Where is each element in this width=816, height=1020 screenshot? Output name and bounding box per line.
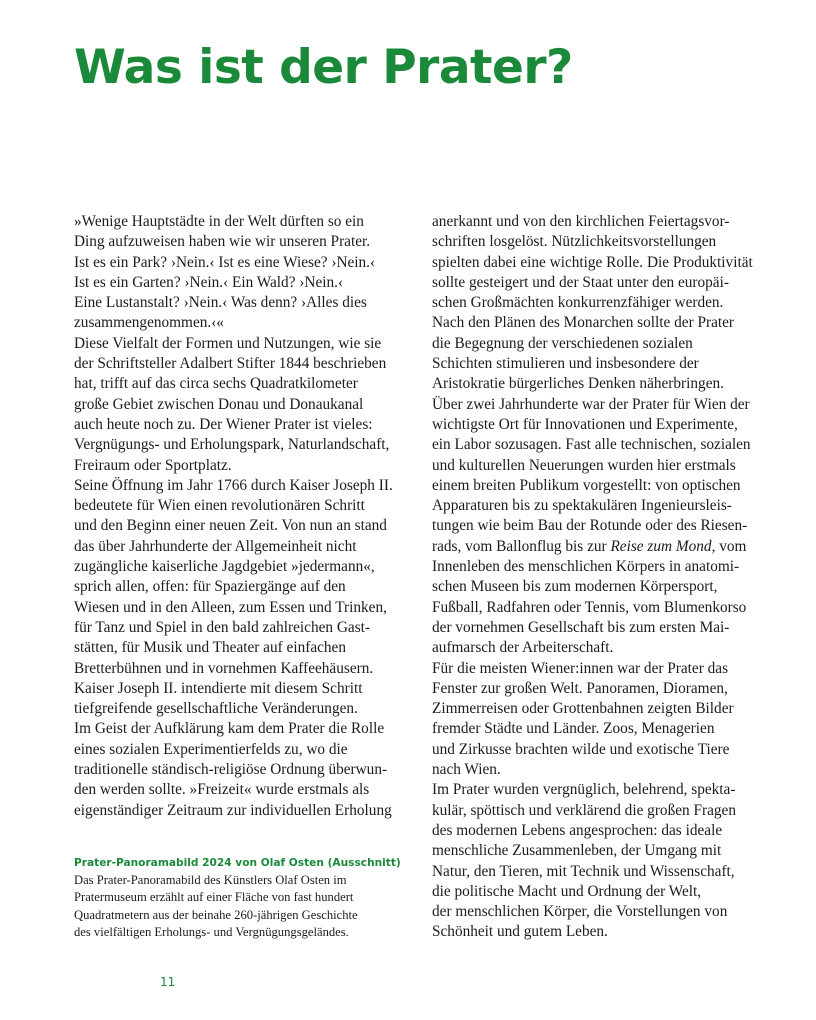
text-line: Freiraum oder Sportplatz. (74, 456, 232, 474)
text-line: stätten, für Musik und Theater auf einfachen (74, 639, 346, 657)
text-line: für Tanz und Spiel in den bald zahlreichen Gast- (74, 618, 370, 636)
caption-text-line: Das Prater-Panoramabild des Künstlers Olaf Osten im (74, 873, 347, 887)
text-line: Diese Vielfalt der Formen und Nutzungen, wie sie (74, 334, 382, 352)
text-line: spielten dabei eine wichtige Rolle. Die Produktivität (432, 253, 753, 271)
text-line: »Wenige Hauptstädte in der Welt dürften so ein (74, 213, 364, 230)
text-line: schen Museen bis zum modernen Körpersport, (432, 578, 718, 596)
text-line: fremder Städte und Länder. Zoos, Menagerien (432, 720, 715, 738)
text-line: eines sozialen Experimentierfelds zu, wo die (74, 740, 348, 758)
text-line: Wiesen und in den Alleen, zum Essen und Trinken, (74, 598, 387, 616)
text-line: anerkannt und von den kirchlichen Feiertagsvor- (432, 213, 730, 230)
text-line: auch heute noch zu. Der Wiener Prater ist vieles: (74, 415, 373, 433)
text-line: Ist es ein Garten? ›Nein.‹ Ein Wald? ›Nein.‹ (74, 273, 344, 291)
text-line: sollte gesteigert und der Staat unter den europäi- (432, 273, 729, 291)
text-line: Schichten stimulieren und insbesondere der (432, 355, 699, 373)
text-line: des modernen Lebens angesprochen: das ideale (432, 821, 723, 839)
body-text-left-column (74, 212, 419, 821)
text-line: einem breiten Publikum vorgestellt: von optischen (432, 476, 741, 494)
text-line: Bretterbühnen und in vornehmen Kaffeehäusern. (74, 659, 374, 677)
text-line: wichtigste Ort für Innovationen und Experimente, (432, 415, 738, 433)
text-line: Nach den Plänen des Monarchen sollte der Prater (432, 314, 735, 332)
caption-text-line: Quadratmetern aus der beinahe 260-jährigen Geschichte (74, 907, 358, 922)
text-line: den werden sollte. »Freizeit« wurde erstmals als (74, 781, 370, 799)
caption-title: Prater-Panoramabild 2024 von Olaf Osten (Ausschnitt) (74, 857, 401, 869)
text-line: das über Jahrhunderte der Allgemeinheit nicht (74, 537, 357, 555)
text-line: die Begegnung der verschiedenen sozialen (432, 334, 693, 352)
text-line: die politische Macht und Ordnung der Welt, (432, 882, 702, 900)
text-line: der vornehmen Gesellschaft bis zum ersten Mai- (432, 618, 730, 636)
text-line: große Gebiet zwischen Donau und Donaukanal (74, 395, 364, 413)
text-line: und kulturellen Neuerungen wurden hier erstmals (432, 456, 736, 474)
text-line: rads, vom Ballonflug bis zur Reise zum Mond, vom (432, 537, 747, 555)
text-line: kulär, spöttisch und verklärend die großen Fragen (432, 801, 736, 819)
text-line: zugängliche kaiserliche Jagdgebiet »jedermann«, (74, 558, 375, 576)
text-line: Innenleben des menschlichen Körpers in anatomi- (432, 558, 740, 576)
text-line: ein Labor sozusagen. Fast alle technischen, sozialen (432, 436, 751, 454)
text-line: Im Geist der Aufklärung kam dem Prater die Rolle (74, 720, 385, 738)
text-line: tungen wie beim Bau der Rotunde oder des Riesen- (432, 517, 748, 535)
text-line: Vergnügungs- und Erholungspark, Naturlandschaft, (74, 436, 390, 454)
text-line: schen Großmächten konkurrenzfähiger werden. (432, 294, 724, 312)
text-line: Aristokratie bürgerliches Denken näherbringen. (432, 375, 724, 393)
text-line: und Zirkusse brachten wilde und exotische Tiere (432, 740, 730, 758)
text-line: schriften losgelöst. Nützlichkeitsvorstellungen (432, 233, 717, 251)
text-line: eigenständiger Zeitraum zur individuellen Erholung (74, 801, 392, 819)
text-line: der menschlichen Körper, die Vorstellungen von (432, 903, 728, 921)
text-line: Eine Lustanstalt? ›Nein.‹ Was denn? ›Alles dies (74, 294, 367, 312)
text-line: menschliche Zusammenleben, der Umgang mit (432, 842, 722, 860)
text-line: Schönheit und gutem Leben. (432, 923, 608, 941)
caption-text-line: Pratermuseum erzählt auf einer Fläche von fast hundert (74, 890, 354, 905)
text-line: Ding aufzuweisen haben wie wir unseren Prater. (74, 233, 371, 251)
text-line: Für die meisten Wiener:innen war der Prater das (432, 659, 729, 677)
text-line: traditionelle ständisch-religiöse Ordnung überwun- (74, 761, 388, 779)
caption-text-line: des vielfältigen Erholungs- und Vergnügungsgeländes. (74, 925, 349, 940)
text-line: hat, trifft auf das circa sechs Quadratkilometer (74, 375, 358, 393)
text-line: Im Prater wurden vergnüglich, belehrend, spekta- (432, 781, 736, 799)
page-title: Was ist der Prater? (74, 40, 573, 95)
text-line: bedeutete für Wien einen revolutionären Schritt (74, 497, 365, 515)
text-line: Über zwei Jahrhunderte war der Prater für Wien der (432, 395, 750, 413)
text-line: nach Wien. (432, 761, 501, 779)
text-line: und den Beginn einer neuen Zeit. Von nun an stand (74, 517, 387, 535)
text-line: tiefgreifende gesellschaftliche Veränderungen. (74, 700, 358, 718)
body-text-right-column (432, 212, 777, 943)
text-line: Fußball, Radfahren oder Tennis, vom Blumenkorso (432, 598, 747, 616)
text-line: Seine Öffnung im Jahr 1766 durch Kaiser Joseph II. (74, 476, 393, 494)
image-caption (74, 855, 414, 942)
text-line: Natur, den Tieren, mit Technik und Wissenschaft, (432, 862, 735, 880)
text-line: Zimmerreisen oder Grottenbahnen zeigten Bilder (432, 700, 734, 718)
text-line: Ist es ein Park? ›Nein.‹ Ist es eine Wiese? ›Nein.‹ (74, 253, 376, 271)
page-number: 11 (160, 975, 176, 989)
text-line: Apparaturen bis zu spektakulären Ingenieursleis- (432, 497, 732, 515)
text-line: aufmarsch der Arbeiterschaft. (432, 639, 614, 657)
text-line: Kaiser Joseph II. intendierte mit diesem Schritt (74, 679, 363, 697)
text-line: Fenster zur großen Welt. Panoramen, Dioramen, (432, 679, 728, 697)
text-line: sprich allen, offen: für Spaziergänge auf den (74, 578, 346, 596)
text-line: zusammengenommen.‹« (74, 314, 224, 332)
text-line: der Schriftsteller Adalbert Stifter 1844 beschrieben (74, 355, 387, 373)
